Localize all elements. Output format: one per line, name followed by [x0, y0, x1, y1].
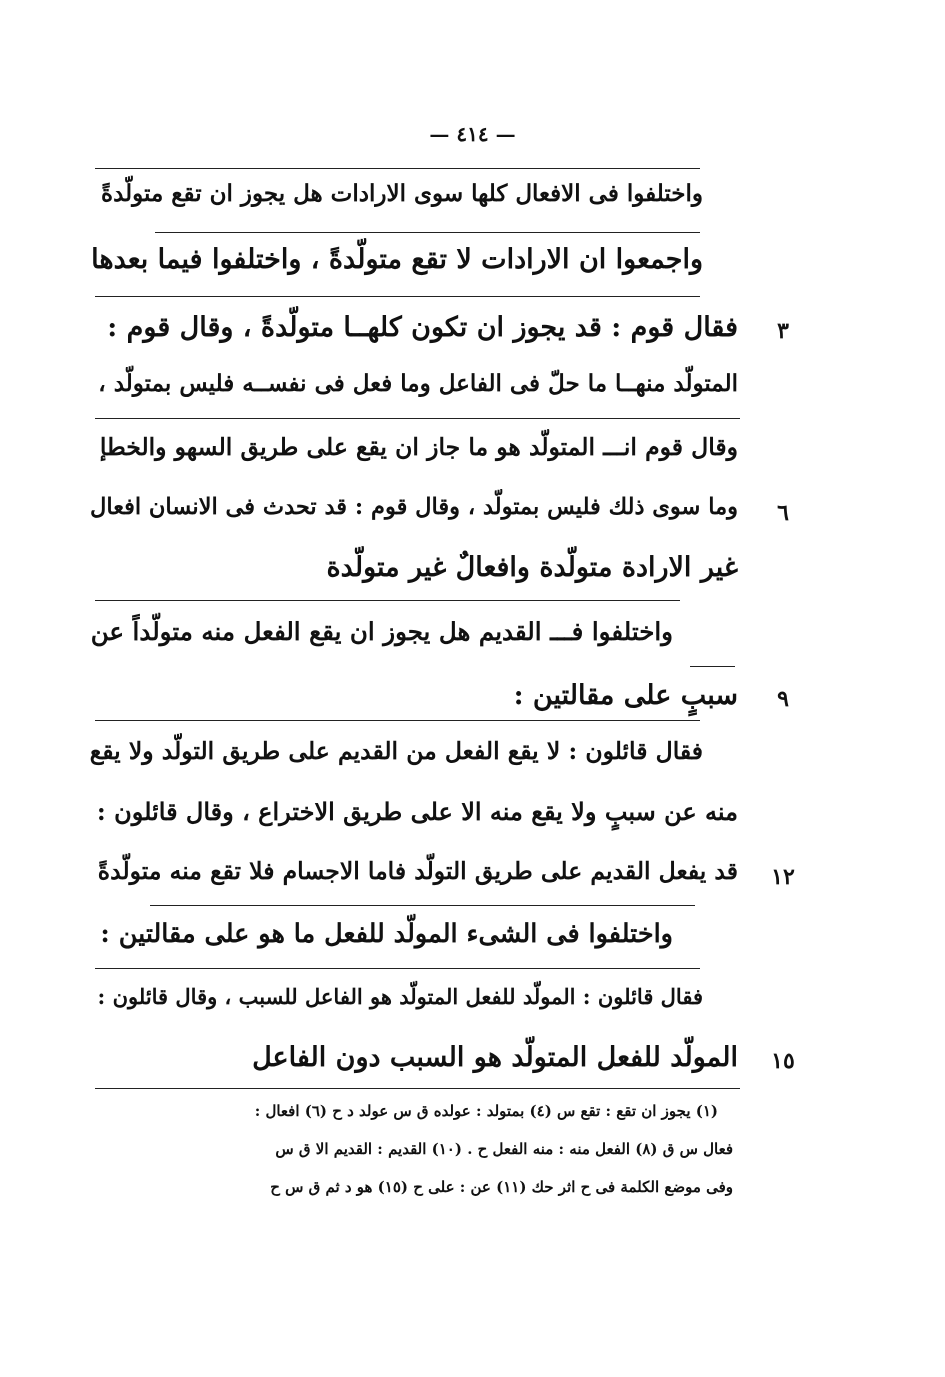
- text-line: وقال قوم انـــ المتولّد هو ما جاز ان يقع على طريق السهو والخطإ: [99, 433, 738, 461]
- text-line: واجمعوا ان الارادات لا تقع متولّدةً ، واختلفوا فيما بعدها: [91, 244, 703, 275]
- line-number: ٩: [777, 686, 789, 712]
- divider-rule: [95, 968, 700, 969]
- divider-rule: [150, 905, 695, 906]
- text-line: فقال قائلون : المولّد للفعل المتولّد هو الفاعل للسبب ، وقال قائلون :: [97, 984, 703, 1009]
- footnote-separator: [95, 1088, 740, 1089]
- text-line: المولّد للفعل المتولّد هو السبب دون الفاعل: [252, 1042, 738, 1073]
- line-number: ١٥: [771, 1048, 795, 1074]
- text-line: المتولّد منهــا ما حلّ فى الفاعل وما فعل فى نفســه فليس بمتولّد ،: [98, 370, 738, 397]
- text-line: واختلفوا فـــ القديم هل يجوز ان يقع الفعل منه متولّداً عن: [90, 617, 673, 646]
- text-line: سببٍ على مقالتين :: [513, 680, 738, 711]
- text-line: قد يفعل القديم على طريق التولّد فاما الاجسام فلا تقع منه متولّدةً: [97, 857, 738, 885]
- divider-rule: [95, 720, 700, 721]
- line-number: ١٢: [771, 864, 795, 890]
- text-line: فقال قائلون : لا يقع الفعل من القديم على طريق التولّد ولا يقع: [89, 737, 703, 765]
- divider-rule: [95, 600, 680, 601]
- line-number: ٦: [777, 500, 789, 526]
- text-line: واختلفوا فى الافعال كلها سوى الارادات هل يجوز ان تقع متولّدةً: [101, 180, 703, 207]
- divider-rule: [95, 296, 700, 297]
- text-line: منه عن سببٍ ولا يقع منه الا على طريق الاختراع ، وقال قائلون :: [96, 797, 738, 826]
- page-number: — ٤١٤ —: [429, 122, 516, 146]
- footnote-line: وفى موضع الكلمة فى ح اثر حك (١١) عن : على ح (١٥) هو د ثم ق س ح: [270, 1178, 733, 1196]
- divider-rule: [690, 666, 735, 667]
- text-line: وما سوى ذلك فليس بمتولّد ، وقال قوم : قد تحدث فى الانسان افعال: [90, 494, 738, 520]
- text-line: فقال قوم : قد يجوز ان تكون كلهــا متولّدةً ، وقال قوم :: [107, 312, 738, 343]
- line-number: ٣: [777, 318, 789, 344]
- footnote-line: فعال س ق (٨) الفعل منه : منه الفعل ح . (١٠) القديم : القديم الا ق س: [275, 1140, 733, 1158]
- text-line: غير الارادة متولّدة وافعالٌ غير متولّدة: [326, 552, 738, 583]
- divider-rule: [155, 232, 700, 233]
- divider-rule: [95, 418, 740, 419]
- divider-rule: [95, 168, 700, 169]
- footnote-line: (١) يجوز ان تقع : تقع س (٤) بمتولد : عولده ق س عولد د ح (٦) افعال :: [254, 1102, 718, 1120]
- text-line: واختلفوا فى الشىء المولّد للفعل ما هو على مقالتين :: [100, 919, 673, 949]
